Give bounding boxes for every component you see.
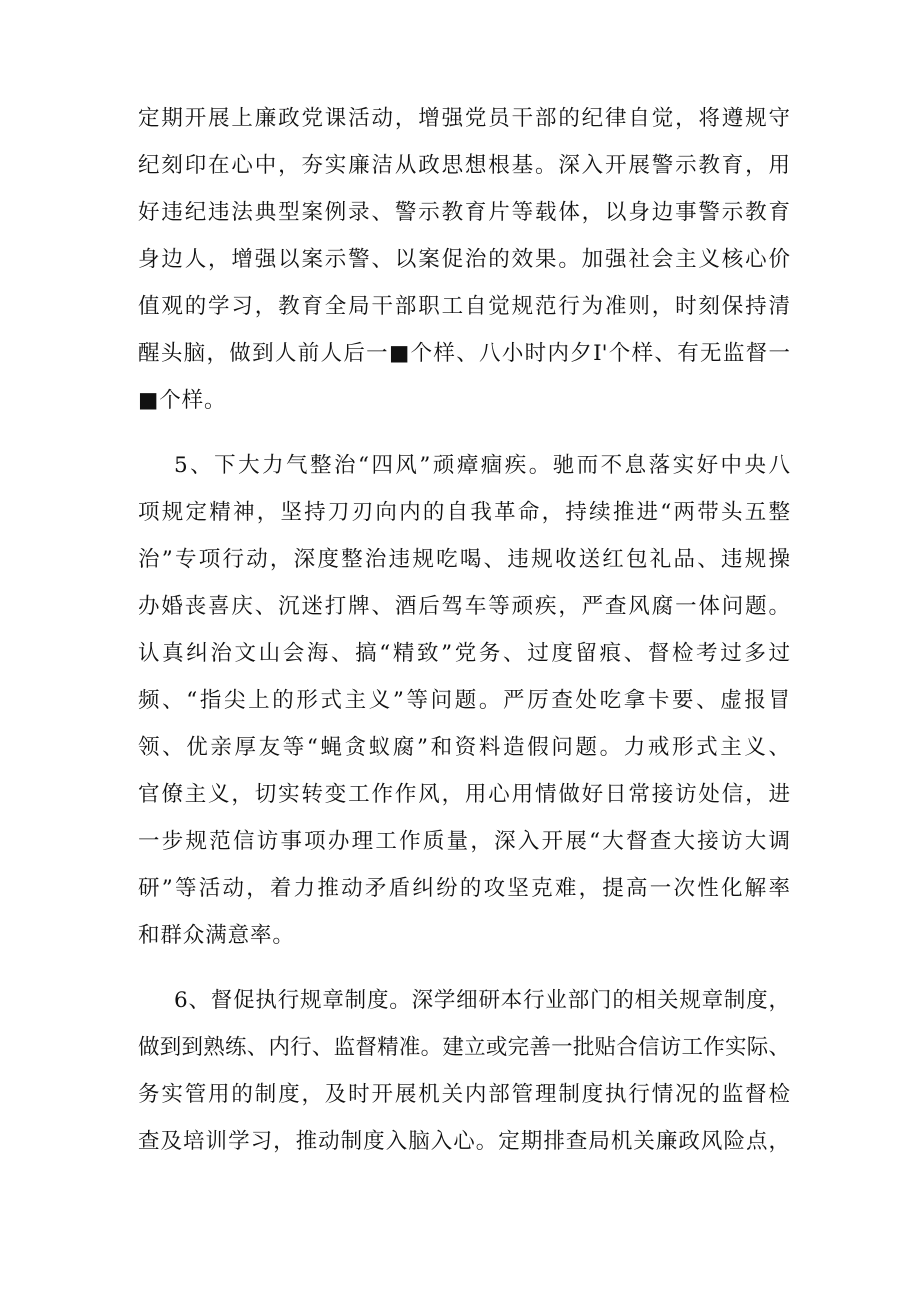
text-line: 领、优亲厚友等“蝇贪蚁腐”和资料造假问题。力戒形式主义、 <box>138 735 790 760</box>
paragraph-heading-line: 6、督促执行规章制度。深学细研本行业部门的相关规章制度， <box>174 988 790 1013</box>
text-line: 好违纪违法典型案例录、警示教育片等载体，以身边事警示教育 <box>138 200 790 225</box>
text-line: ■个样。 <box>138 388 227 413</box>
text-line: 频、“指尖上的形式主义”等问题。严厉查处吃拿卡要、虚报冒 <box>138 688 790 713</box>
text-line: 治”专项行动，深度整治违规吃喝、违规收送红包礼品、违规操 <box>138 547 790 572</box>
text-line: 身边人，增强以案示警、以案促治的效果。加强社会主义核心价 <box>138 247 790 272</box>
text-line: 和群众满意率。 <box>138 923 295 948</box>
text-line: 一步规范信访事项办理工作质量，深入开展“大督查大接访大调 <box>138 829 790 854</box>
text-line: 认真纠治文山会海、搞“精致”党务、过度留痕、督检考过多过 <box>138 641 790 666</box>
text-line: 定期开展上廉政党课活动，增强党员干部的纪律自觉，将遵规守 <box>138 106 790 131</box>
paragraph-heading-line: 5、下大力气整治“四风”顽瘴痼疾。驰而不息落实好中央八 <box>174 453 790 478</box>
text-line: 做到到熟练、内行、监督精准。建立或完善一批贴合信访工作实际、 <box>138 1035 790 1060</box>
text-line: 值观的学习，教育全局干部职工自觉规范行为准则，时刻保持清 <box>138 294 790 319</box>
text-line: 官僚主义，切实转变工作作风，用心用情做好日常接访处信，进 <box>138 782 790 807</box>
text-line: 查及培训学习，推动制度入脑入心。定期排查局机关廉政风险点， <box>138 1129 790 1154</box>
text-line: 项规定精神，坚持刀刃向内的自我革命，持续推进“两带头五整 <box>138 500 790 525</box>
text-line: 务实管用的制度，及时开展机关内部管理制度执行情况的监督检 <box>138 1082 790 1107</box>
text-line: 研”等活动，着力推动矛盾纠纷的攻坚克难，提高一次性化解率 <box>138 876 790 901</box>
text-line: 纪刻印在心中，夯实廉洁从政思想根基。深入开展警示教育，用 <box>138 153 790 178</box>
text-line: 醒头脑，做到人前人后一■个样、八小时内夕I'个样、有无监督一 <box>138 341 790 366</box>
text-line: 办婚丧喜庆、沉迷打牌、酒后驾车等顽疾，严查风腐一体问题。 <box>138 594 790 619</box>
